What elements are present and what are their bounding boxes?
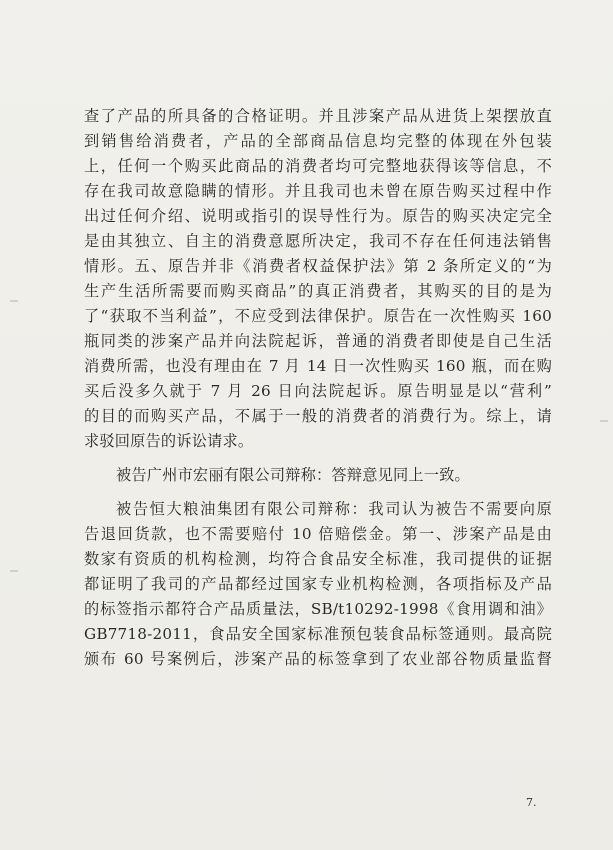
binding-mark <box>10 300 18 302</box>
text-line: 颁布 60 号案例后，涉案产品的标签拿到了农业部谷物质量监督 <box>84 650 552 668</box>
text-line: 告退回货款，也不需要赔付 10 倍赔偿金。第一、涉案产品是由 <box>84 525 552 543</box>
text-line: 的目的而购买产品，不属于一般的消费者的消费行为。综上，请 <box>84 407 552 425</box>
text-line: 生产生活所需要而购买商品”的真正消费者，其购买的目的是为 <box>84 282 552 300</box>
text-line: 瓶同类的涉案产品并向法院起诉，普通的消费者即使是自己生活 <box>84 332 552 350</box>
text-line: GB7718-2011，食品安全国家标准预包装食品标签通则。最高院 <box>84 625 552 643</box>
paragraph-third-defendant <box>84 497 552 672</box>
text-line: 是由其独立、自主的消费意愿所决定，我司不存在任何违法销售 <box>84 232 552 250</box>
text-line: 的标签指示都符合产品质量法，SB/t10292-1998《食用调和油》 <box>84 600 552 618</box>
text-line: 都证明了我司的产品都经过国家专业机构检测，各项指标及产品 <box>84 575 552 593</box>
page-number: 7. <box>526 796 537 809</box>
text-line: 情形。五、原告并非《消费者权益保护法》第 2 条所定义的“为 <box>84 257 552 275</box>
document-body <box>84 104 552 672</box>
text-line: 上，任何一个购买此商品的消费者均可完整地获得该等信息，不 <box>84 157 552 175</box>
binding-mark <box>10 570 18 572</box>
paragraph-gap <box>84 454 552 463</box>
text-line: 被告恒大粮油集团有限公司辩称：我司认为被告不需要向原 <box>116 500 552 518</box>
paragraph-second-defendant: 被告广州市宏丽有限公司辩称：答辩意见同上一致。 <box>116 466 470 484</box>
text-line: 求驳回原告的诉讼请求。 <box>84 432 254 450</box>
text-line: 存在我司故意隐瞒的情形。并且我司也未曾在原告购买过程中作 <box>84 182 552 200</box>
text-line: 到销售给消费者，产品的全部商品信息均完整的体现在外包装 <box>84 132 552 150</box>
paragraph-gap <box>84 488 552 497</box>
text-line: 消费所需，也没有理由在 7 月 14 日一次性购买 160 瓶，而在购 <box>84 357 552 375</box>
binding-mark <box>600 420 608 422</box>
paragraph-defense-continued <box>84 104 552 454</box>
text-line: 数家有资质的机构检测，均符合食品安全标准，我司提供的证据 <box>84 550 552 568</box>
text-line: 买后没多久就于 7 月 26 日向法院起诉。原告明显是以“营利” <box>84 382 552 400</box>
text-line: 出过任何介绍、说明或指引的误导性行为。原告的购买决定完全 <box>84 207 552 225</box>
text-line: 了“获取不当利益”，不应受到法律保护。原告在一次性购买 160 <box>84 307 552 325</box>
text-line: 查了产品的所具备的合格证明。并且涉案产品从进货上架摆放直 <box>84 107 552 125</box>
